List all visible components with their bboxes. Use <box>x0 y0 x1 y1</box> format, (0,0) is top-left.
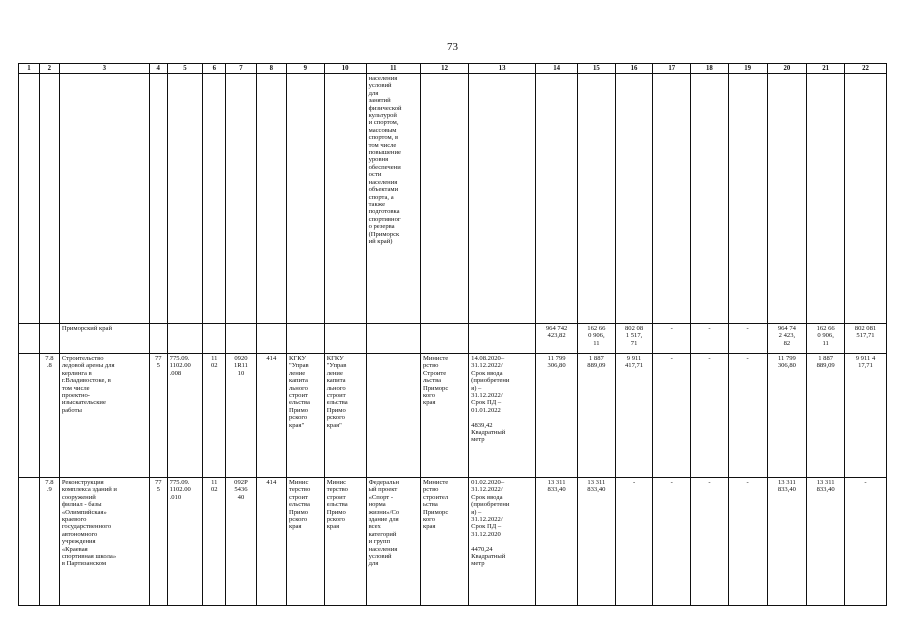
table-cell: Федеральн ый проект «Спорт - норма жизни»/Со здание для всех категорий и групп населения условий для <box>366 478 420 606</box>
table-cell: 775.09. 1102.00 .008 <box>167 354 203 478</box>
table-cell: - <box>844 478 886 606</box>
table-cell: 092Р 5436 40 <box>226 478 256 606</box>
column-header-5: 5 <box>167 64 203 74</box>
table-cell <box>149 324 167 354</box>
table-cell <box>807 74 845 324</box>
table-cell: 802 08 1 517, 71 <box>615 324 653 354</box>
table-cell: - <box>615 478 653 606</box>
table-cell: Приморский край <box>59 324 149 354</box>
table-cell: 11 02 <box>203 478 226 606</box>
table-cell: 414 <box>256 478 286 606</box>
table-cell: 802 081 517,71 <box>844 324 886 354</box>
table-row <box>19 74 887 324</box>
column-header-7: 7 <box>226 64 256 74</box>
column-header-8: 8 <box>256 64 286 74</box>
table-cell <box>844 74 886 324</box>
table-cell <box>728 74 767 324</box>
table-cell: 13 311 833,40 <box>536 478 578 606</box>
table-cell <box>203 324 226 354</box>
table-cell: Минис терство строит ельства Примо рского края <box>324 478 366 606</box>
table-cell <box>536 74 578 324</box>
column-header-10: 10 <box>324 64 366 74</box>
table-cell: 13 311 833,40 <box>807 478 845 606</box>
table-cell <box>578 74 616 324</box>
table-cell: КГКУ "Управ ление капита льного строит ельства Примо рского края" <box>287 354 325 478</box>
table-cell <box>19 478 40 606</box>
table-cell <box>39 74 59 324</box>
table-cell: - <box>728 354 767 478</box>
table-cell: - <box>653 354 691 478</box>
table-cell <box>19 354 40 478</box>
table-cell <box>167 324 203 354</box>
table-cell: 964 74 2 423, 82 <box>767 324 807 354</box>
table-cell: 11 799 306,80 <box>536 354 578 478</box>
table-cell <box>469 324 536 354</box>
table-cell: 414 <box>256 354 286 478</box>
table-cell <box>287 324 325 354</box>
column-header-2: 2 <box>39 64 59 74</box>
table-cell: 9 911 417,71 <box>615 354 653 478</box>
table-cell <box>366 324 420 354</box>
table-cell <box>39 324 59 354</box>
table-cell <box>19 324 40 354</box>
table-cell <box>149 74 167 324</box>
table-cell: 162 66 0 906, 11 <box>807 324 845 354</box>
table-cell: Строительство ледовой арены для керлинга в г.Владивостоке, в том числе проектно- изыскательские работы <box>59 354 149 478</box>
table-cell: 11 02 <box>203 354 226 478</box>
table-cell: Министе рство строител ьства Приморс кого края <box>421 478 469 606</box>
table-cell <box>421 324 469 354</box>
table-cell <box>226 324 256 354</box>
table-cell <box>653 74 691 324</box>
table-cell: 77 5 <box>149 478 167 606</box>
column-header-12: 12 <box>421 64 469 74</box>
column-header-22: 22 <box>844 64 886 74</box>
column-header-20: 20 <box>767 64 807 74</box>
table-cell <box>256 324 286 354</box>
table-cell: - <box>691 478 729 606</box>
table-cell: 964 742 423,82 <box>536 324 578 354</box>
table-row <box>19 354 887 478</box>
column-header-4: 4 <box>149 64 167 74</box>
column-header-1: 1 <box>19 64 40 74</box>
column-header-14: 14 <box>536 64 578 74</box>
table-cell: - <box>728 478 767 606</box>
table-cell <box>421 74 469 324</box>
column-header-9: 9 <box>287 64 325 74</box>
column-header-13: 13 <box>469 64 536 74</box>
table-cell <box>324 74 366 324</box>
column-header-3: 3 <box>59 64 149 74</box>
table-cell <box>615 74 653 324</box>
table-cell: 77 5 <box>149 354 167 478</box>
column-header-11: 11 <box>366 64 420 74</box>
table-cell: - <box>691 354 729 478</box>
table-cell: 9 911 4 17,71 <box>844 354 886 478</box>
table-row <box>19 324 887 354</box>
column-header-15: 15 <box>578 64 616 74</box>
table-cell <box>324 324 366 354</box>
table-cell <box>167 74 203 324</box>
table-cell <box>19 74 40 324</box>
table-cell <box>59 74 149 324</box>
column-header-21: 21 <box>807 64 845 74</box>
table-cell: 7.8 .9 <box>39 478 59 606</box>
table-cell <box>691 74 729 324</box>
table-cell <box>366 354 420 478</box>
table-cell: - <box>653 324 691 354</box>
table-cell: Реконструкция комплекса зданий и сооружений филиал - базы «Олимпийская» краевого государственного автономного учреждения «Краевая спортивная школа» в Партизанском <box>59 478 149 606</box>
table-cell: Минис терство строит ельства Примо рского края <box>287 478 325 606</box>
table-cell: 162 66 0 906, 11 <box>578 324 616 354</box>
table-row <box>19 478 887 606</box>
table-cell: 13 311 833,40 <box>578 478 616 606</box>
budget-table <box>18 63 887 606</box>
column-header-18: 18 <box>691 64 729 74</box>
table-cell: 14.08.2020– 31.12.2022/ Срок ввода (приобретени я) – 31.12.2022/ Срок ПД – 01.01.2022 4839,42 Квадратный метр <box>469 354 536 478</box>
table-cell: 13 311 833,40 <box>767 478 807 606</box>
column-header-6: 6 <box>203 64 226 74</box>
header-row <box>19 64 887 74</box>
table-cell: 11 799 306,80 <box>767 354 807 478</box>
table-cell <box>767 74 807 324</box>
page-number: 73 <box>447 41 458 53</box>
table-cell <box>287 74 325 324</box>
column-header-17: 17 <box>653 64 691 74</box>
table-cell <box>256 74 286 324</box>
table-cell <box>203 74 226 324</box>
table-cell: - <box>691 324 729 354</box>
table-cell: 1 887 889,09 <box>578 354 616 478</box>
column-header-16: 16 <box>615 64 653 74</box>
table-cell: - <box>728 324 767 354</box>
table-cell <box>469 74 536 324</box>
table-cell: Министе рство Строите льства Приморс кого края <box>421 354 469 478</box>
table-cell: 7.8 .8 <box>39 354 59 478</box>
table-cell: - <box>653 478 691 606</box>
column-header-19: 19 <box>728 64 767 74</box>
table-cell: 1 887 889,09 <box>807 354 845 478</box>
table-cell: 01.02.2020– 31.12.2022/ Срок ввода (приобретени я) – 31.12.2022/ Срок ПД – 31.12.2020 4470,24 Квадратный метр <box>469 478 536 606</box>
table-cell: населения условий для занятий физической культурой и спортом, массовым спортом, в том числе повышение уровня обеспечени ости населения объектами спорта, а также подготовка спортивног о резерва (Приморск ий край) <box>366 74 420 324</box>
table-cell: 0920 1R11 10 <box>226 354 256 478</box>
table-cell <box>226 74 256 324</box>
table-cell: КГКУ "Управ ление капита льного строит ельства Примо рского края" <box>324 354 366 478</box>
table-cell: 775.09. 1102.00 .010 <box>167 478 203 606</box>
